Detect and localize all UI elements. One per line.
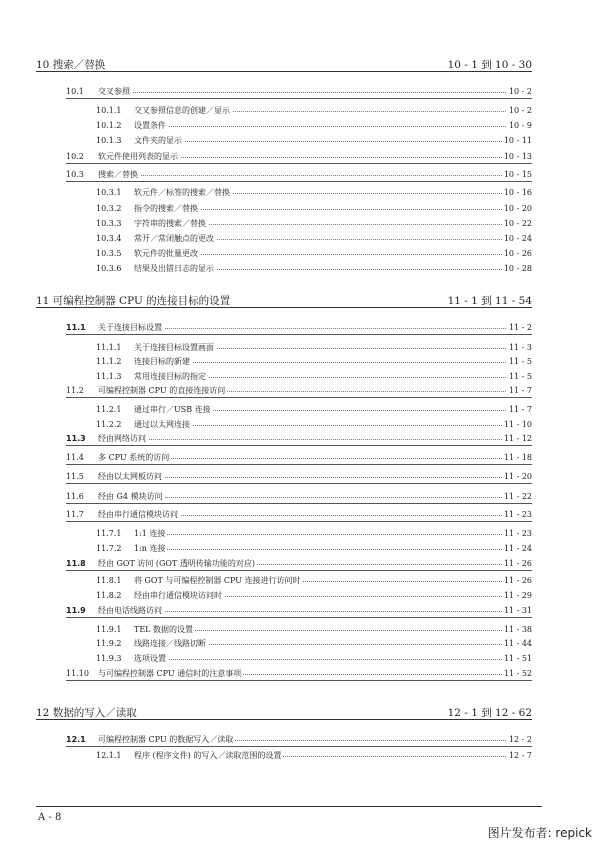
chapter-page-range: 11 - 1 到 11 - 54	[447, 295, 532, 307]
entry-number: 11.4	[66, 453, 84, 462]
watermark: 图片发布者: repick	[487, 826, 592, 840]
entry-label	[66, 604, 164, 617]
entry-number: 11.1	[66, 323, 86, 332]
entry-number: 11.9.3	[96, 654, 122, 663]
entry-label	[66, 451, 171, 464]
entry-label	[96, 370, 208, 383]
entry-label	[66, 432, 148, 445]
entry-page: 10 - 2	[508, 87, 532, 96]
entry-text: 连接目标的新建	[134, 357, 190, 366]
entry-page: 11 - 31	[503, 606, 532, 615]
entry-text: 通过以太网连接	[134, 420, 190, 429]
entry-page: 11 - 38	[503, 625, 532, 634]
entry-label	[66, 557, 257, 570]
entry-text: 指令的搜索／替换	[134, 204, 198, 213]
toc-subsection-entry[interactable]	[96, 749, 532, 762]
entry-page: 10 - 11	[503, 136, 532, 145]
entry-label	[96, 341, 216, 354]
entry-page: 10 - 26	[503, 249, 532, 258]
entry-text: 交叉参照	[98, 87, 130, 96]
entry-text: 1:1 连接	[134, 529, 166, 538]
entry-text: 可编程控制器 CPU 的直接连接访问	[98, 386, 226, 395]
entry-text: 文件夹的显示	[134, 136, 182, 145]
toc-section-entry[interactable]	[66, 470, 532, 484]
toc-section-entry[interactable]	[66, 321, 532, 335]
entry-number: 10.3.1	[96, 188, 122, 197]
entry-label	[96, 262, 216, 275]
entry-page: 11 - 5	[508, 357, 532, 366]
entry-label	[96, 134, 184, 147]
toc-section-entry[interactable]	[66, 85, 532, 99]
entry-page: 11 - 10	[503, 420, 532, 429]
entry-number: 10.1.2	[96, 121, 122, 130]
toc-subsection-entry[interactable]	[96, 232, 532, 245]
entry-text: 通过串行／USB 连接	[134, 405, 211, 414]
entry-page: 10 - 22	[503, 219, 532, 228]
toc-subsection-entry[interactable]	[96, 527, 532, 540]
chapter-heading[interactable]	[36, 57, 532, 72]
entry-page: 10 - 9	[508, 121, 532, 130]
entry-text: 1:n 连接	[134, 544, 166, 553]
chapter-heading[interactable]	[36, 293, 532, 308]
entry-text: 经由串行通信模块访问	[98, 510, 178, 519]
toc-subsection-entry[interactable]	[96, 247, 532, 260]
entry-number: 11.10	[66, 669, 89, 678]
entry-page: 11 - 51	[503, 654, 532, 663]
entry-page: 11 - 44	[503, 639, 532, 648]
entry-number: 11.9.2	[96, 639, 122, 648]
entry-text: 经由网络访问	[98, 434, 146, 443]
entry-page: 10 - 28	[503, 264, 532, 273]
entry-number: 11.1.2	[96, 357, 122, 366]
entry-label	[96, 217, 208, 230]
entry-page: 11 - 26	[503, 559, 532, 568]
entry-label	[96, 119, 168, 132]
entry-number: 11.7	[66, 510, 84, 519]
entry-number: 10.3.5	[96, 249, 122, 258]
entry-page: 11 - 23	[503, 529, 532, 538]
toc-section-entry[interactable]	[66, 168, 532, 182]
chapter-heading[interactable]	[36, 705, 532, 720]
chapter-page-range: 10 - 1 到 10 - 30	[447, 59, 532, 71]
entry-label	[66, 490, 165, 503]
entry-label	[66, 321, 164, 334]
toc-subsection-entry[interactable]	[96, 403, 532, 416]
entry-text: 与可编程控制器 CPU 通信时的注意事项	[98, 669, 242, 678]
entry-page: 11 - 22	[503, 492, 532, 501]
entry-number: 11.1.3	[96, 372, 122, 381]
toc-subsection-entry[interactable]	[96, 119, 532, 132]
entry-number: 10.3	[66, 170, 84, 179]
entry-number: 10.1.3	[96, 136, 122, 145]
toc-section-entry[interactable]	[66, 604, 532, 618]
toc-subsection-entry[interactable]	[96, 542, 532, 555]
entry-number: 11.9.1	[96, 625, 122, 634]
entry-number: 11.7.2	[96, 544, 122, 553]
entry-text: 经由 G4 模块访问	[98, 492, 163, 501]
entry-text: 经由电话线路访问	[98, 606, 162, 615]
entry-label	[96, 104, 232, 117]
entry-text: 将 GOT 与可编程控制器 CPU 连接进行访问时	[134, 576, 301, 585]
entry-page: 11 - 5	[508, 372, 532, 381]
toc-section-entry[interactable]	[66, 508, 532, 522]
entry-label	[96, 247, 200, 260]
entry-page: 12 - 7	[508, 751, 532, 760]
toc-section-entry[interactable]	[66, 667, 532, 681]
chapter-title: 12 数据的写入／读取	[36, 707, 137, 719]
entry-number: 12.1.1	[96, 751, 122, 760]
entry-label	[96, 527, 167, 540]
entry-label	[66, 150, 180, 163]
entry-page: 11 - 3	[508, 343, 532, 352]
toc-subsection-entry[interactable]	[96, 134, 532, 147]
entry-text: 经由串行通信模块访问时	[134, 591, 222, 600]
entry-number: 12.1	[66, 735, 86, 744]
toc-subsection-entry[interactable]	[96, 104, 532, 117]
toc-section-entry[interactable]	[66, 432, 532, 446]
entry-label	[66, 733, 235, 746]
entry-text: 选项设置	[134, 654, 166, 663]
toc-section-entry[interactable]	[66, 557, 532, 571]
footer-divider	[36, 806, 542, 807]
entry-label	[66, 508, 180, 521]
entry-text: 软元件／标签的搜索／替换	[134, 188, 230, 197]
entry-number: 11.2.1	[96, 405, 122, 414]
entry-number: 10.1.1	[96, 106, 122, 115]
entry-label	[96, 186, 232, 199]
entry-page: 10 - 2	[508, 106, 532, 115]
toc-subsection-entry[interactable]	[96, 341, 532, 354]
entry-text: TEL 数据的设置	[134, 625, 194, 634]
entry-label	[96, 232, 216, 245]
toc-subsection-entry[interactable]	[96, 262, 532, 275]
entry-text: 搜索／替换	[98, 170, 138, 179]
toc-subsection-entry[interactable]	[96, 589, 532, 602]
entry-text: 关于连接目标设置	[98, 323, 162, 332]
entry-number: 11.8	[66, 559, 86, 568]
leader-dots	[66, 92, 532, 93]
entry-text: 经由以太网板访问	[98, 472, 162, 481]
entry-label	[96, 202, 200, 215]
entry-number: 11.3	[66, 434, 86, 443]
toc-section-entry[interactable]	[66, 451, 532, 465]
page-number: A - 8	[38, 812, 62, 823]
entry-label	[66, 470, 164, 483]
entry-page: 11 - 18	[503, 453, 532, 462]
entry-number: 11.6	[66, 492, 84, 501]
entry-label	[66, 168, 140, 181]
entry-page: 11 - 23	[503, 510, 532, 519]
entry-label	[96, 574, 303, 587]
entry-text: 线路连接／线路切断	[134, 639, 206, 648]
entry-page: 11 - 7	[508, 386, 532, 395]
entry-text: 结果及出错日志的显示	[134, 264, 214, 273]
toc-subsection-entry[interactable]	[96, 355, 532, 368]
entry-number: 11.7.1	[96, 529, 122, 538]
entry-text: 关于连接目标设置画面	[134, 343, 214, 352]
toc-subsection-entry[interactable]	[96, 637, 532, 650]
entry-label	[96, 623, 195, 636]
toc-section-entry[interactable]	[66, 490, 532, 504]
entry-number: 10.3.4	[96, 234, 122, 243]
entry-page: 10 - 13	[503, 152, 532, 161]
entry-text: 软元件的批量更改	[134, 249, 198, 258]
entry-page: 10 - 16	[503, 188, 532, 197]
toc-subsection-entry[interactable]	[96, 623, 532, 636]
entry-number: 11.1.1	[96, 343, 122, 352]
entry-label	[66, 85, 132, 98]
entry-text: 常开／常闭触点的更改	[134, 234, 214, 243]
chapter-page-range: 12 - 1 到 12 - 62	[447, 707, 532, 719]
chapter-title: 10 搜索／替换	[36, 59, 106, 71]
entry-number: 11.9	[66, 606, 86, 615]
entry-number: 10.3.6	[96, 264, 122, 273]
toc-section-entry[interactable]	[66, 733, 532, 747]
entry-text: 字符串的搜索／替换	[134, 219, 206, 228]
entry-page: 11 - 7	[508, 405, 532, 414]
entry-text: 软元件使用列表的显示	[98, 152, 178, 161]
entry-label	[96, 403, 213, 416]
entry-number: 11.2	[66, 386, 84, 395]
entry-number: 10.1	[66, 87, 84, 96]
toc-section-entry[interactable]	[66, 150, 532, 164]
entry-label	[96, 418, 192, 431]
entry-label	[96, 637, 208, 650]
entry-label	[96, 589, 224, 602]
toc-subsection-entry[interactable]	[96, 370, 532, 383]
entry-text: 可编程控制器 CPU 的数据写入／读取	[98, 735, 234, 744]
entry-text: 经由 GOT 访问 (GOT 透明传输功能的对应)	[98, 559, 255, 568]
entry-page: 10 - 15	[503, 170, 532, 179]
toc-subsection-entry[interactable]	[96, 217, 532, 230]
toc-subsection-entry[interactable]	[96, 418, 532, 431]
entry-number: 10.3.3	[96, 219, 122, 228]
entry-number: 11.8.2	[96, 591, 122, 600]
entry-page: 11 - 52	[503, 669, 532, 678]
entry-text: 设置条件	[134, 121, 166, 130]
entry-text: 多 CPU 系统的访问	[98, 453, 170, 462]
entry-page: 11 - 2	[508, 323, 532, 332]
entry-number: 11.5	[66, 472, 84, 481]
entry-page: 11 - 12	[503, 434, 532, 443]
entry-page: 11 - 24	[503, 544, 532, 553]
entry-label	[66, 384, 227, 397]
entry-text: 交叉参照信息的创建／显示	[134, 106, 230, 115]
entry-label	[66, 667, 243, 680]
toc-subsection-entry[interactable]	[96, 202, 532, 215]
entry-text: 程序 (程序文件) 的写入／读取范围的设置	[134, 751, 282, 760]
chapter-title: 11 可编程控制器 CPU 的连接目标的设置	[36, 295, 231, 307]
toc-section-entry[interactable]	[66, 384, 532, 398]
entry-page: 11 - 29	[503, 591, 532, 600]
entry-number: 10.3.2	[96, 204, 122, 213]
entry-label	[96, 542, 167, 555]
toc-subsection-entry[interactable]	[96, 574, 532, 587]
entry-label	[96, 749, 283, 762]
entry-number: 11.8.1	[96, 576, 122, 585]
toc-subsection-entry[interactable]	[96, 652, 532, 665]
entry-page: 12 - 2	[508, 735, 532, 744]
entry-page: 10 - 24	[503, 234, 532, 243]
toc-subsection-entry[interactable]	[96, 186, 532, 199]
entry-number: 10.2	[66, 152, 84, 161]
entry-label	[96, 652, 168, 665]
entry-page: 11 - 20	[503, 472, 532, 481]
entry-text: 常用连接目标的指定	[134, 372, 206, 381]
entry-number: 11.2.2	[96, 420, 122, 429]
entry-label	[96, 355, 192, 368]
entry-page: 10 - 20	[503, 204, 532, 213]
entry-page: 11 - 26	[503, 576, 532, 585]
